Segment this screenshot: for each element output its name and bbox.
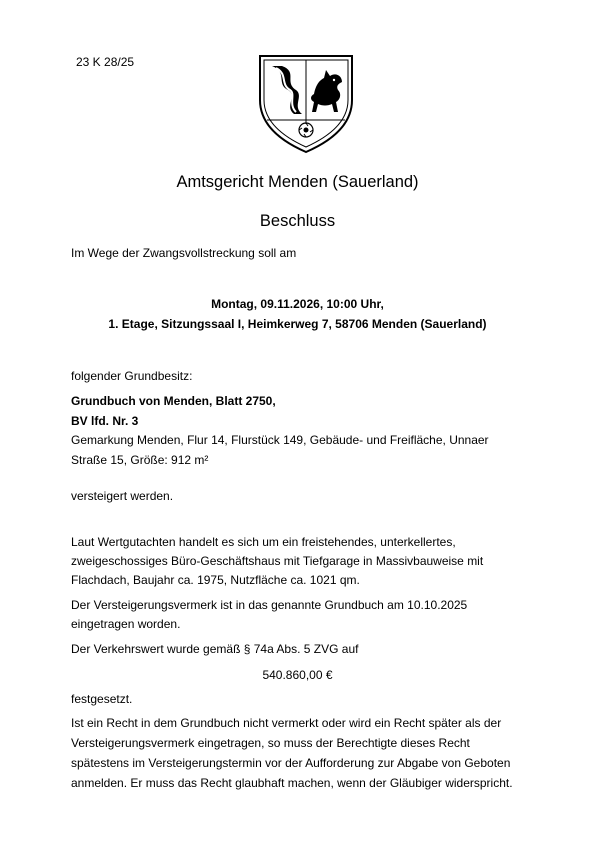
gemarkung-line-2: Straße 15, Größe: 912 m² <box>71 453 209 467</box>
festgesetzt-text: festgesetzt. <box>71 692 133 706</box>
court-name: Amtsgericht Menden (Sauerland) <box>176 173 419 191</box>
recht-line-3: spätestens im Versteigerungstermin vor der Aufforderung zur Abgabe von Geboten <box>71 756 511 770</box>
grundbuch-entry: Grundbuch von Menden, Blatt 2750, <box>71 394 276 408</box>
grundbesitz-label: folgender Grundbesitz: <box>71 369 193 383</box>
recht-line-2: Versteigerungsvermerk eingetragen, so muss der Berechtigte dieses Recht <box>71 736 470 750</box>
coat-of-arms-icon <box>258 54 354 154</box>
case-number: 23 K 28/25 <box>76 55 135 69</box>
vermerk-line-2: eingetragen worden. <box>71 617 181 631</box>
vermerk-line-1: Der Versteigerungsvermerk ist in das genannte Grundbuch am 10.10.2025 <box>71 598 468 612</box>
document-title: Beschluss <box>259 212 336 230</box>
intro-text: Im Wege der Zwangsvollstreckung soll am <box>71 246 297 260</box>
versteigert-text: versteigert werden. <box>71 489 174 503</box>
gutachten-line-2: zweigeschossiges Büro-Geschäftshaus mit Tiefgarage in Massivbauweise mit <box>71 554 484 568</box>
bv-number: BV lfd. Nr. 3 <box>71 414 139 428</box>
gutachten-line-1: Laut Wertgutachten handelt es sich um ein freistehendes, unterkellertes, <box>71 535 456 549</box>
recht-line-4: anmelden. Er muss das Recht glaubhaft machen, wenn der Gläubiger widerspricht. <box>71 776 513 790</box>
recht-line-1: Ist ein Recht in dem Grundbuch nicht vermerkt oder wird ein Recht später als der <box>71 716 502 730</box>
verkehrswert-text: Der Verkehrswert wurde gemäß § 74a Abs. 5 ZVG auf <box>71 642 359 656</box>
verkehrswert-amount: 540.860,00 € <box>262 668 333 682</box>
termin-location: 1. Etage, Sitzungssaal I, Heimkerweg 7, 58706 Menden (Sauerland) <box>108 317 487 331</box>
gemarkung-line-1: Gemarkung Menden, Flur 14, Flurstück 149, Gebäude- und Freifläche, Unnaer <box>71 433 489 447</box>
termin-datetime: Montag, 09.11.2026, 10:00 Uhr, <box>211 297 384 311</box>
gutachten-line-3: Flachdach, Baujahr ca. 1975, Nutzfläche ca. 1021 qm. <box>71 573 360 587</box>
